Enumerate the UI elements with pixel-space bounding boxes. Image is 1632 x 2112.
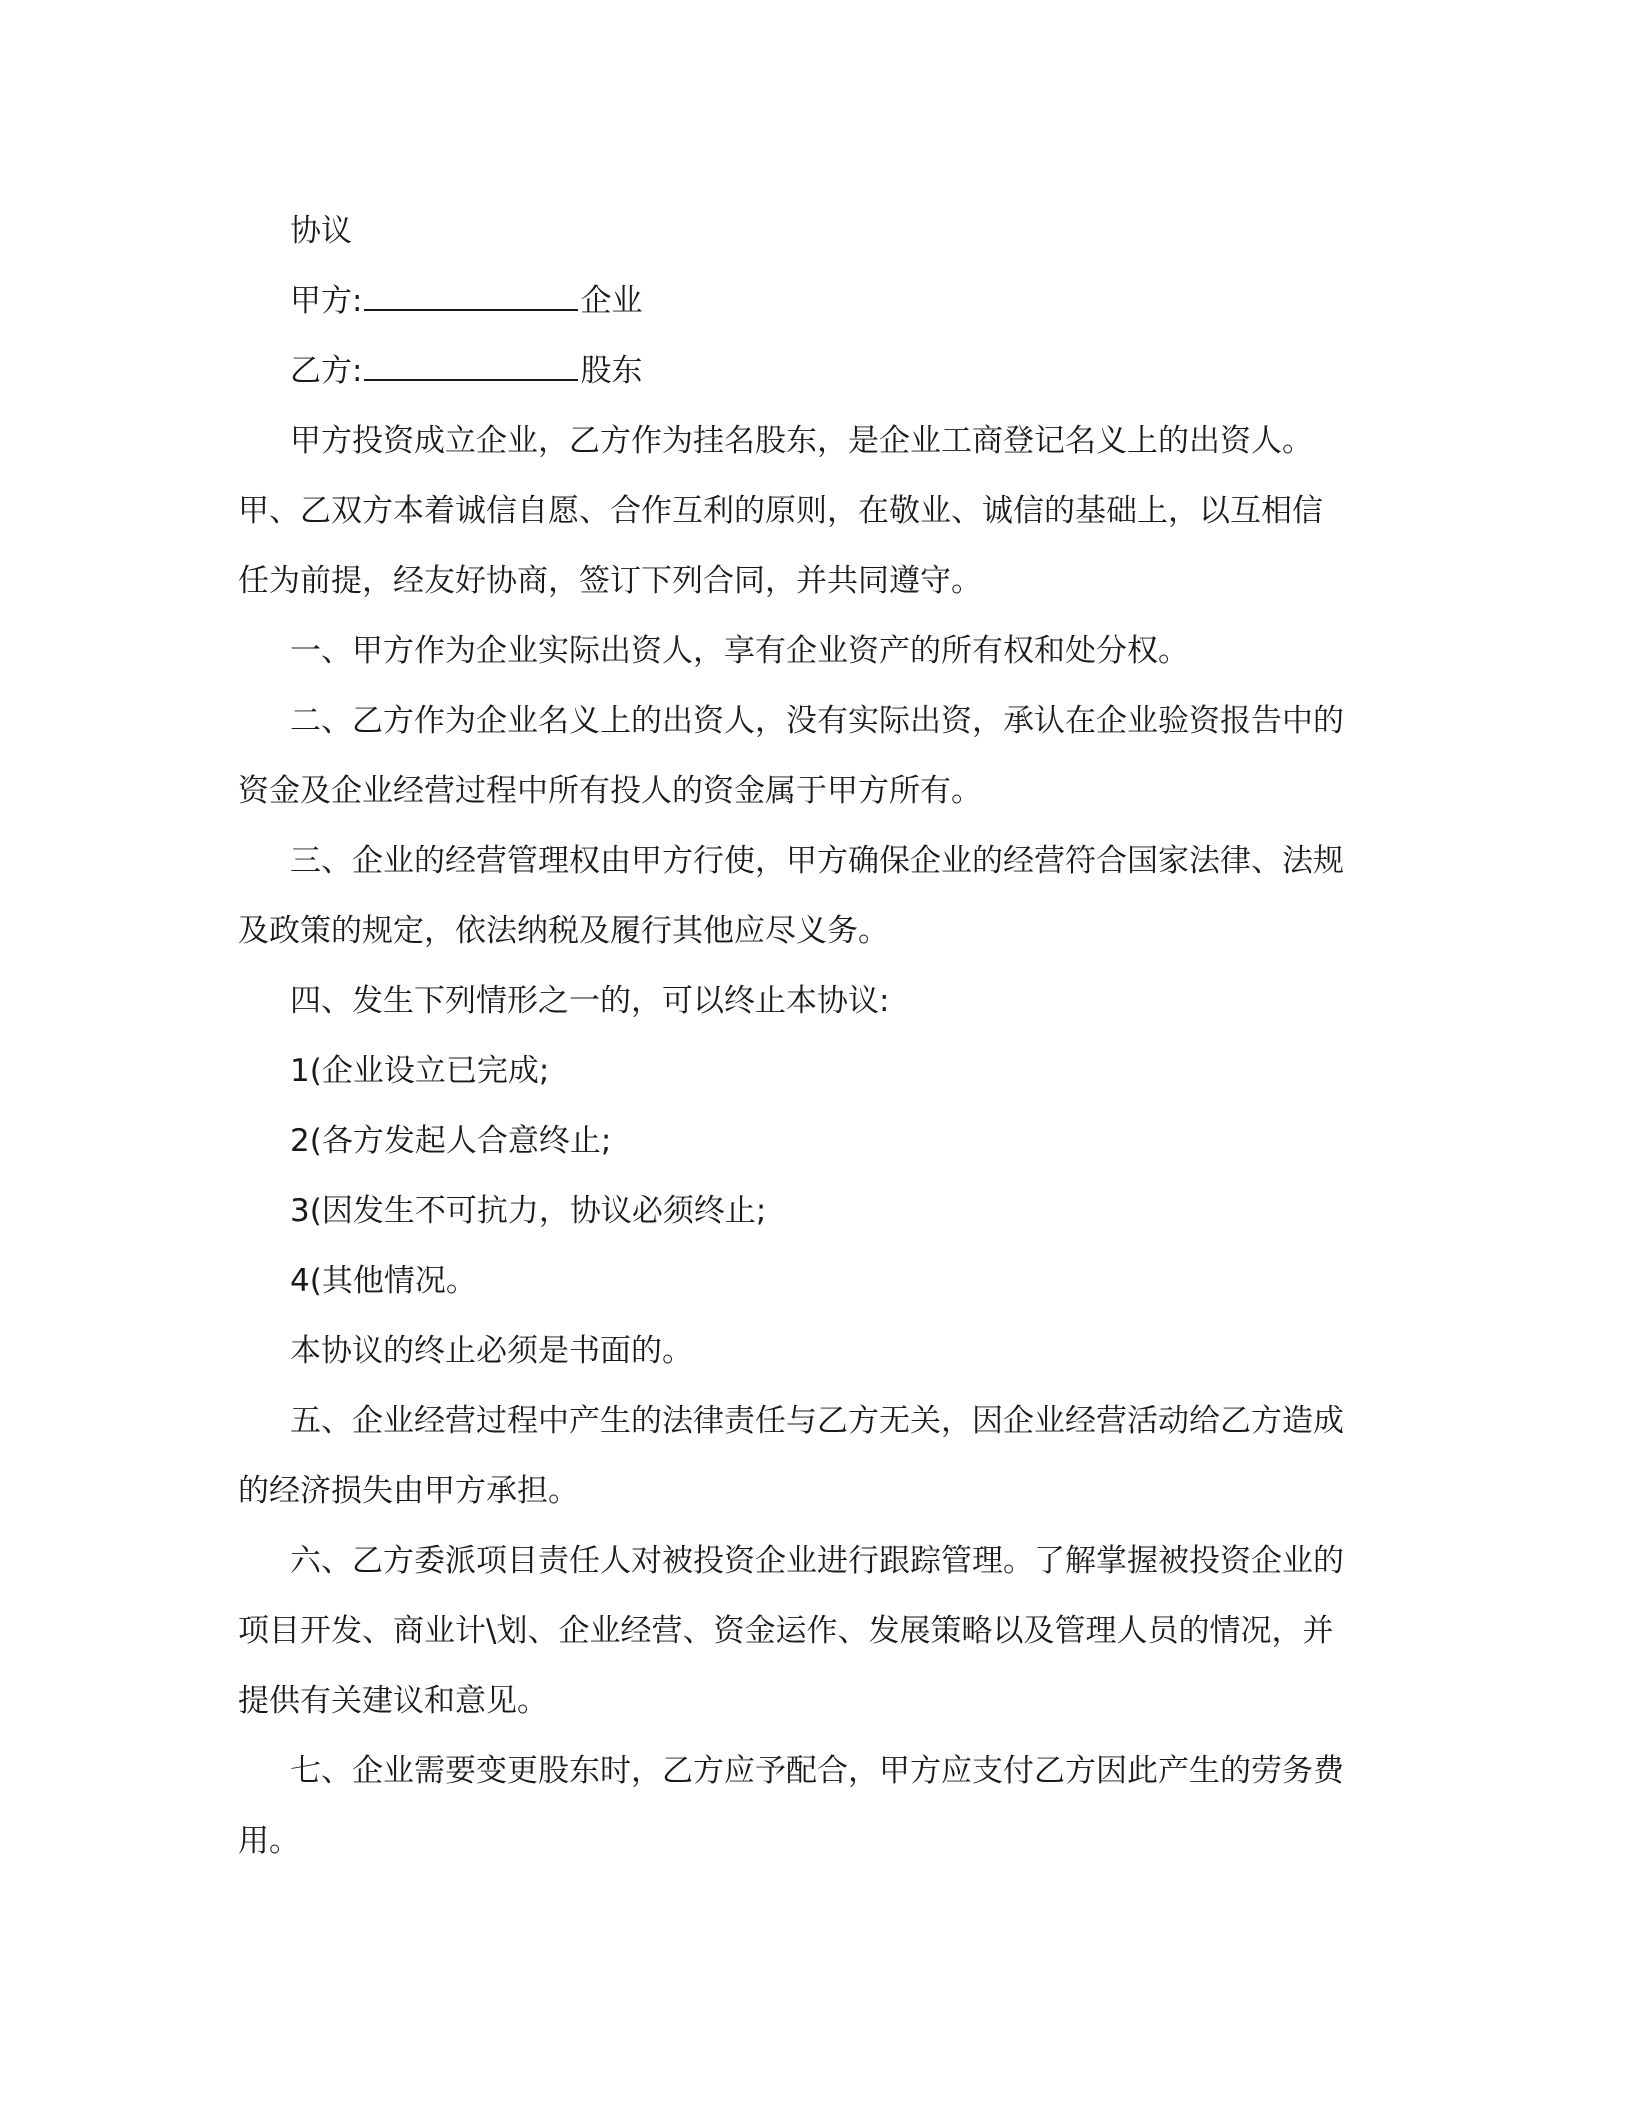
party-a-line: [238, 266, 1386, 336]
clause-7-line: 用。: [238, 1823, 300, 1859]
clause-5-line: 的经济损失由甲方承担。: [238, 1473, 579, 1509]
clause-4-line: 四、发生下列情形之一的，可以终止本协议:: [290, 983, 890, 1019]
party-a-label: 甲方:: [290, 283, 363, 319]
list-item: 2(各方发起人合意终止;: [290, 1123, 612, 1159]
party-b-label: 乙方:: [290, 353, 363, 389]
party-a-suffix: 企业: [580, 283, 643, 319]
clause-5-line: 五、企业经营过程中产生的法律责任与乙方无关，因企业经营活动给乙方造成: [290, 1403, 1344, 1439]
clause-1-line: 一、甲方作为企业实际出资人，享有企业资产的所有权和处分权。: [290, 633, 1189, 669]
clause-6-line: 提供有关建议和意见。: [238, 1683, 548, 1719]
document-body: [238, 196, 1386, 1876]
clause-7-line: 七、企业需要变更股东时，乙方应予配合，甲方应支付乙方因此产生的劳务费: [290, 1753, 1344, 1789]
document-title: 协议: [290, 213, 352, 249]
party-b-suffix: 股东: [580, 353, 643, 389]
clause-3-line: 及政策的规定，依法纳税及履行其他应尽义务。: [238, 913, 889, 949]
list-item: 3(因发生不可抗力，协议必须终止;: [290, 1193, 767, 1229]
paragraph-line: 任为前提，经友好协商，签订下列合同，并共同遵守。: [238, 563, 982, 599]
party-b-blank: [364, 349, 578, 381]
party-b-line: [238, 336, 1386, 406]
paragraph-line: 本协议的终止必须是书面的。: [290, 1333, 693, 1369]
party-a-blank: [364, 279, 578, 311]
clause-2-line: 资金及企业经营过程中所有投人的资金属于甲方所有。: [238, 773, 982, 809]
clause-6-line: 六、乙方委派项目责任人对被投资企业进行跟踪管理。了解掌握被投资企业的: [290, 1543, 1344, 1579]
paragraph-line: 甲、乙双方本着诚信自愿、合作互利的原则，在敬业、诚信的基础上，以互相信: [238, 493, 1323, 529]
clause-6-line: 项目开发、商业计\划、企业经营、资金运作、发展策略以及管理人员的情况，并: [238, 1613, 1334, 1649]
clause-2-line: 二、乙方作为企业名义上的出资人，没有实际出资，承认在企业验资报告中的: [290, 703, 1344, 739]
list-item: 4(其他情况。: [290, 1263, 477, 1299]
paragraph-line: 甲方投资成立企业，乙方作为挂名股东，是企业工商登记名义上的出资人。: [290, 423, 1313, 459]
list-item: 1(企业设立已完成;: [290, 1053, 550, 1089]
clause-3-line: 三、企业的经营管理权由甲方行使，甲方确保企业的经营符合国家法律、法规: [290, 843, 1344, 879]
